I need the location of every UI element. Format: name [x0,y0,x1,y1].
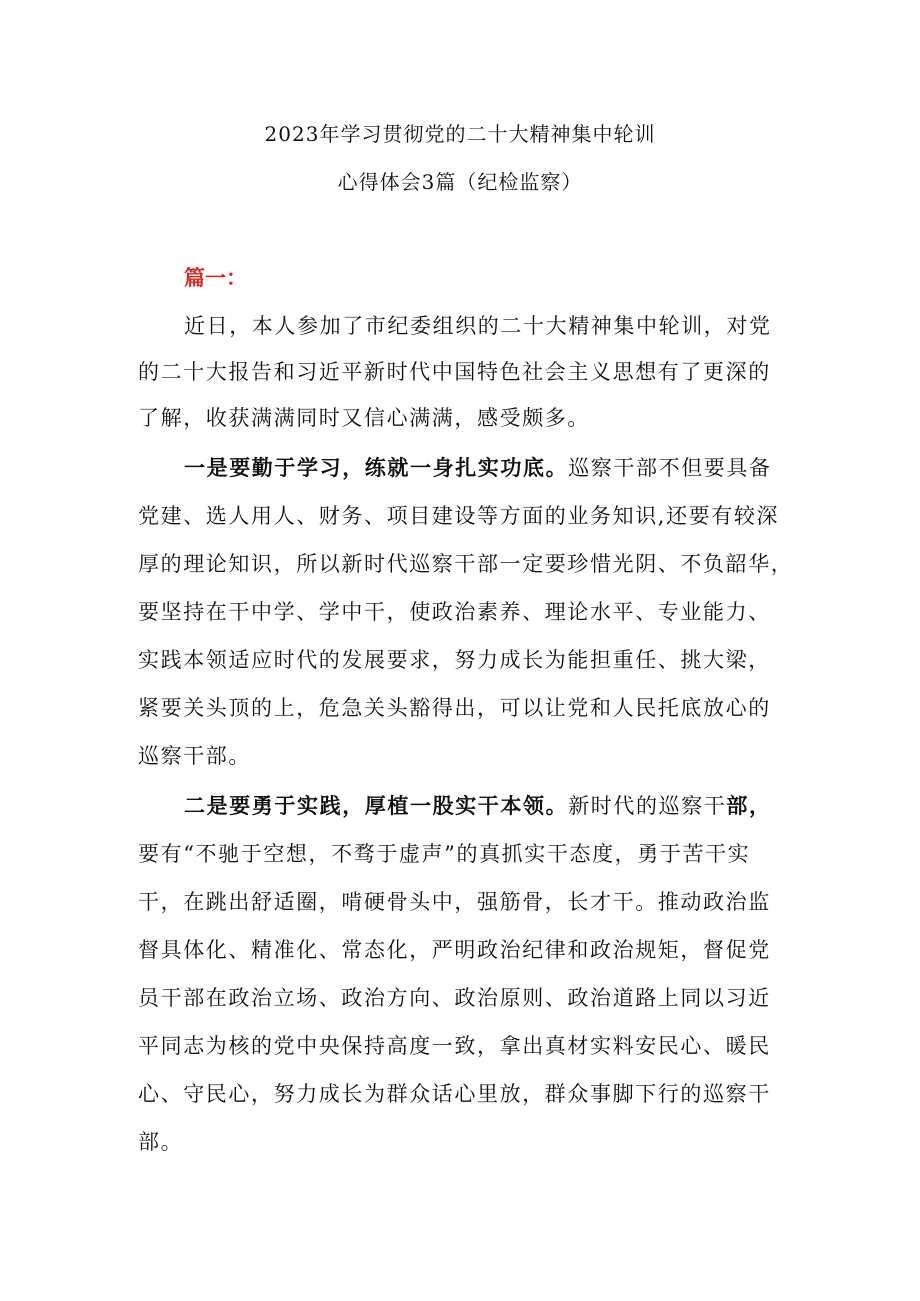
paragraph-line: 干，在跳出舒适圈，啃硬骨头中，强筋骨，长才干。推动政治监 [138,890,771,914]
paragraph-text-bold: 部， [726,793,772,818]
paragraph-line: 心、守民心，努力成长为群众话心里放，群众事脚下行的巡察干 [138,1082,771,1106]
paragraph-line: 要坚持在干中学、学中干，使政治素养、理论水平、专业能力、 [138,600,771,624]
paragraph-text: 新时代的巡察干 [568,794,727,818]
paragraph-lead: 一是要勤于学习，练就一身扎实功底。 [184,455,569,480]
paragraph-line: 了解，收获满满同时又信心满满，感受颇多。 [138,406,590,430]
paragraph-first-line [184,792,772,820]
paragraph-text: 巡察干部不但要具备 [568,456,772,480]
paragraph-line: 实践本领适应时代的发展要求，努力成长为能担重任、挑大梁， [138,648,771,672]
document-title-line1: 2023年学习贯彻党的二十大精神集中轮训 [264,122,656,146]
paragraph-line: 厚的理论知识，所以新时代巡察干部一定要珍惜光阴、不负韶华， [138,552,794,576]
paragraph-line: 要有“不驰于空想，不骛于虚声”的真抓实干态度，勇于苦干实 [138,842,751,866]
section-heading: 篇一： [184,265,247,290]
paragraph-line: 党建、选人用人、财务、项目建设等方面的业务知识,还要有较深 [138,504,780,528]
paragraph-line: 平同志为核的党中央保持高度一致，拿出真材实料安民心、暖民 [138,1034,771,1058]
document-title-line2: 心得体会3篇（纪检监察） [337,170,583,194]
paragraph-line: 近日，本人参加了市纪委组织的二十大精神集中轮训，对党 [184,314,772,338]
paragraph-first-line [184,454,772,482]
paragraph-lead: 二是要勇于实践，厚植一股实干本领。 [184,793,569,818]
paragraph-line: 部。 [138,1130,184,1154]
paragraph-line: 督具体化、精准化、常态化，严明政治纪律和政治规矩，督促党 [138,938,771,962]
paragraph-line: 巡察干部。 [138,744,251,768]
paragraph-line: 的二十大报告和习近平新时代中国特色社会主义思想有了更深的 [138,360,771,384]
paragraph-line: 紧要关头顶的上，危急关头豁得出，可以让党和人民托底放心的 [138,696,771,720]
paragraph-line: 员干部在政治立场、政治方向、政治原则、政治道路上同以习近 [138,986,771,1010]
